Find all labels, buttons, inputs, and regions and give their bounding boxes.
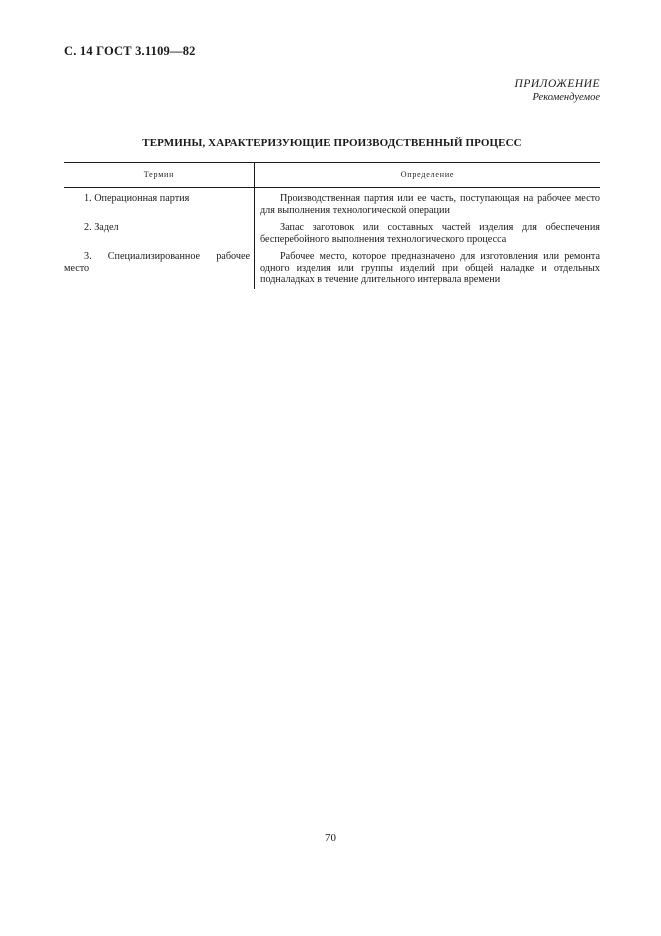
table-header-row (64, 163, 600, 188)
term-cell (64, 219, 255, 248)
definition-text: Запас заготовок или составных частей изделия для обеспечения бесперебойного выполнения технологического процесса (260, 222, 600, 245)
page-header: С. 14 ГОСТ 3.1109—82 (64, 44, 196, 58)
term-text: 1. Операционная партия (84, 193, 190, 204)
column-header-term: Термин (64, 163, 255, 188)
term-text: 3. Специализированное рабочее место (64, 251, 250, 274)
term-text: 2. Задел (84, 222, 119, 233)
terms-table (64, 162, 600, 289)
appendix-label (515, 78, 600, 104)
page-number: 70 (325, 832, 336, 844)
table-row (64, 248, 600, 289)
definition-cell (255, 248, 601, 289)
definition-text: Рабочее место, которое предназначено для изготовления или ремонта одного изделия или группы изделий при общей наладке и отдельных подналадках в течение длительного интервала времени (260, 251, 600, 285)
term-cell (64, 248, 255, 289)
definition-cell (255, 188, 601, 220)
definition-cell (255, 219, 601, 248)
term-cell (64, 188, 255, 220)
section-title: ТЕРМИНЫ, ХАРАКТЕРИЗУЮЩИЕ ПРОИЗВОДСТВЕННЫЙ ПРОЦЕСС (142, 137, 522, 149)
table-row (64, 188, 600, 220)
column-header-definition: Определение (255, 163, 601, 188)
table-row (64, 219, 600, 248)
appendix-title: ПРИЛОЖЕНИЕ (514, 78, 600, 90)
appendix-status: Рекомендуемое (532, 92, 600, 103)
definition-text: Производственная партия или ее часть, поступающая на рабочее место для выполнения технологической операции (260, 193, 600, 216)
